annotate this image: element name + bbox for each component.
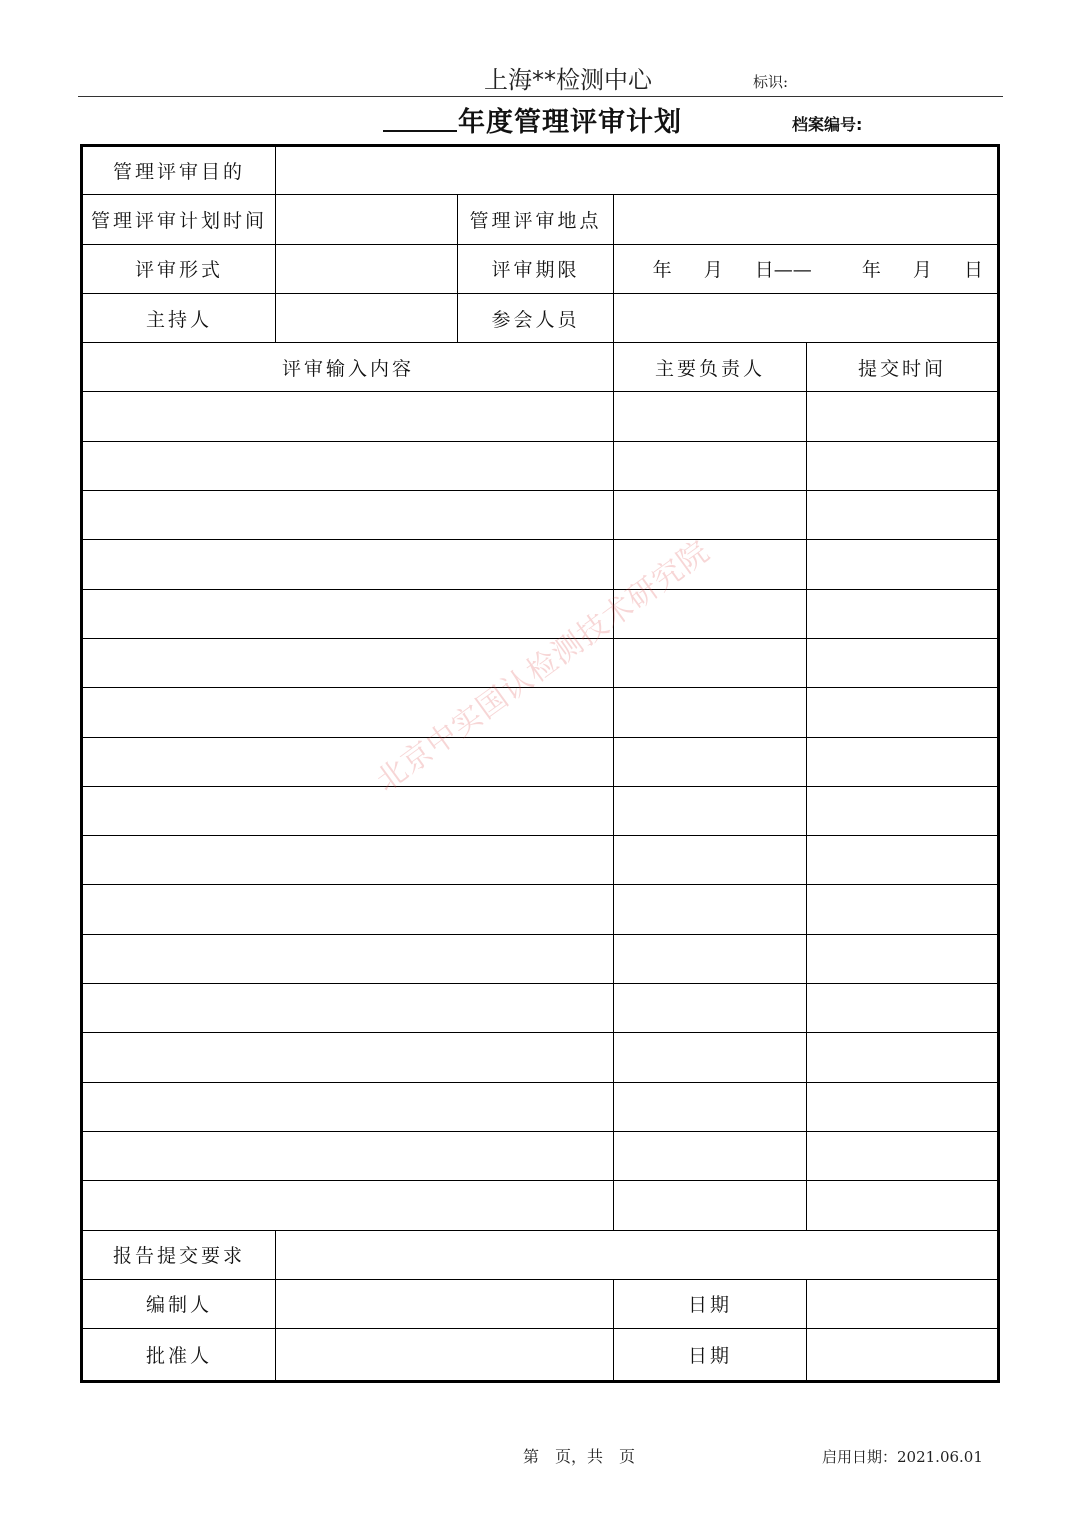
compiler-date-field[interactable] bbox=[807, 1279, 999, 1328]
submit-time-cell[interactable] bbox=[807, 540, 999, 589]
input-content-cell[interactable] bbox=[82, 392, 614, 441]
input-content-cell[interactable] bbox=[82, 688, 614, 737]
table-row bbox=[82, 688, 999, 737]
attendees-field[interactable] bbox=[614, 293, 999, 342]
period-year-start: 年 bbox=[652, 259, 672, 282]
input-content-cell[interactable] bbox=[82, 441, 614, 490]
effective-date: 启用日期：2021.06.01 bbox=[822, 1448, 983, 1466]
report-requirement-field[interactable] bbox=[276, 1230, 999, 1279]
input-content-cell[interactable] bbox=[82, 589, 614, 638]
submit-time-cell[interactable] bbox=[807, 934, 999, 983]
owner-cell[interactable] bbox=[614, 836, 807, 885]
input-content-cell[interactable] bbox=[82, 638, 614, 687]
compiler-date-label: 日期 bbox=[614, 1279, 807, 1328]
submit-time-cell[interactable] bbox=[807, 1181, 999, 1230]
owner-header: 主要负责人 bbox=[614, 343, 807, 392]
period-day-end: 日 bbox=[963, 259, 983, 282]
input-content-cell[interactable] bbox=[82, 540, 614, 589]
table-row bbox=[82, 491, 999, 540]
compiler-label: 编制人 bbox=[82, 1279, 276, 1328]
owner-cell[interactable] bbox=[614, 737, 807, 786]
table-row bbox=[82, 984, 999, 1033]
table-row bbox=[82, 589, 999, 638]
host-field[interactable] bbox=[276, 293, 458, 342]
archive-number-label: 档案编号: bbox=[792, 115, 863, 134]
table-row bbox=[82, 441, 999, 490]
watermark: 北京中实国认检测技术研究院 bbox=[369, 533, 717, 799]
report-requirement-label: 报告提交要求 bbox=[82, 1230, 276, 1279]
owner-cell[interactable] bbox=[614, 1082, 807, 1131]
table-row bbox=[82, 540, 999, 589]
submit-time-cell[interactable] bbox=[807, 1082, 999, 1131]
owner-cell[interactable] bbox=[614, 589, 807, 638]
owner-cell[interactable] bbox=[614, 491, 807, 540]
submit-time-cell[interactable] bbox=[807, 441, 999, 490]
input-content-cell[interactable] bbox=[82, 885, 614, 934]
table-row bbox=[82, 786, 999, 835]
owner-cell[interactable] bbox=[614, 392, 807, 441]
table-row bbox=[82, 836, 999, 885]
compiler-field[interactable] bbox=[276, 1279, 614, 1328]
period-field[interactable] bbox=[614, 244, 999, 293]
owner-cell[interactable] bbox=[614, 984, 807, 1033]
owner-cell[interactable] bbox=[614, 1033, 807, 1082]
table-row bbox=[82, 1033, 999, 1082]
submit-time-cell[interactable] bbox=[807, 1033, 999, 1082]
period-day-start: 日—— bbox=[754, 259, 812, 282]
table-row bbox=[82, 638, 999, 687]
input-content-cell[interactable] bbox=[82, 786, 614, 835]
table-row bbox=[82, 1131, 999, 1180]
submit-time-cell[interactable] bbox=[807, 737, 999, 786]
approver-label: 批准人 bbox=[82, 1329, 276, 1382]
purpose-label: 管理评审目的 bbox=[82, 146, 276, 195]
page-title: 年度管理评审计划 bbox=[458, 107, 682, 138]
table-row bbox=[82, 1181, 999, 1230]
submit-time-cell[interactable] bbox=[807, 885, 999, 934]
input-content-cell[interactable] bbox=[82, 737, 614, 786]
approver-date-label: 日期 bbox=[614, 1329, 807, 1382]
approver-date-field[interactable] bbox=[807, 1329, 999, 1382]
period-year-end: 年 bbox=[861, 259, 881, 282]
input-content-cell[interactable] bbox=[82, 1033, 614, 1082]
submit-time-cell[interactable] bbox=[807, 638, 999, 687]
submit-time-cell[interactable] bbox=[807, 836, 999, 885]
organization-name: 上海**检测中心 bbox=[484, 66, 652, 94]
period-month-start: 月 bbox=[703, 259, 723, 282]
attendees-label: 参会人员 bbox=[458, 293, 614, 342]
approver-field[interactable] bbox=[276, 1329, 614, 1382]
table-row bbox=[82, 737, 999, 786]
host-label: 主持人 bbox=[82, 293, 276, 342]
table-row bbox=[82, 885, 999, 934]
submit-time-cell[interactable] bbox=[807, 589, 999, 638]
owner-cell[interactable] bbox=[614, 638, 807, 687]
input-content-cell[interactable] bbox=[82, 836, 614, 885]
location-label: 管理评审地点 bbox=[458, 195, 614, 244]
submit-time-cell[interactable] bbox=[807, 491, 999, 540]
input-content-cell[interactable] bbox=[82, 1181, 614, 1230]
owner-cell[interactable] bbox=[614, 1181, 807, 1230]
owner-cell[interactable] bbox=[614, 885, 807, 934]
owner-cell[interactable] bbox=[614, 1131, 807, 1180]
plan-time-field[interactable] bbox=[276, 195, 458, 244]
submit-time-cell[interactable] bbox=[807, 688, 999, 737]
input-content-cell[interactable] bbox=[82, 1082, 614, 1131]
submit-time-cell[interactable] bbox=[807, 984, 999, 1033]
header-divider bbox=[78, 96, 1003, 97]
owner-cell[interactable] bbox=[614, 934, 807, 983]
plan-time-label: 管理评审计划时间 bbox=[82, 195, 276, 244]
table-row bbox=[82, 1082, 999, 1131]
owner-cell[interactable] bbox=[614, 688, 807, 737]
format-label: 评审形式 bbox=[82, 244, 276, 293]
owner-cell[interactable] bbox=[614, 540, 807, 589]
table-row bbox=[82, 934, 999, 983]
year-blank-line bbox=[383, 130, 457, 132]
table-row bbox=[82, 392, 999, 441]
period-month-end: 月 bbox=[912, 259, 932, 282]
submit-time-header: 提交时间 bbox=[807, 343, 999, 392]
owner-cell[interactable] bbox=[614, 441, 807, 490]
mark-label: 标识: bbox=[753, 73, 789, 91]
format-field[interactable] bbox=[276, 244, 458, 293]
owner-cell[interactable] bbox=[614, 786, 807, 835]
input-content-cell[interactable] bbox=[82, 1131, 614, 1180]
location-field[interactable] bbox=[614, 195, 999, 244]
input-content-cell[interactable] bbox=[82, 934, 614, 983]
submit-time-cell[interactable] bbox=[807, 786, 999, 835]
input-content-cell[interactable] bbox=[82, 984, 614, 1033]
input-content-header: 评审输入内容 bbox=[82, 343, 614, 392]
page-number: 第 页，共 页 bbox=[523, 1447, 636, 1466]
period-label: 评审期限 bbox=[458, 244, 614, 293]
submit-time-cell[interactable] bbox=[807, 1131, 999, 1180]
review-plan-form bbox=[80, 144, 1000, 1383]
submit-time-cell[interactable] bbox=[807, 392, 999, 441]
input-content-cell[interactable] bbox=[82, 491, 614, 540]
purpose-field[interactable] bbox=[276, 146, 999, 195]
